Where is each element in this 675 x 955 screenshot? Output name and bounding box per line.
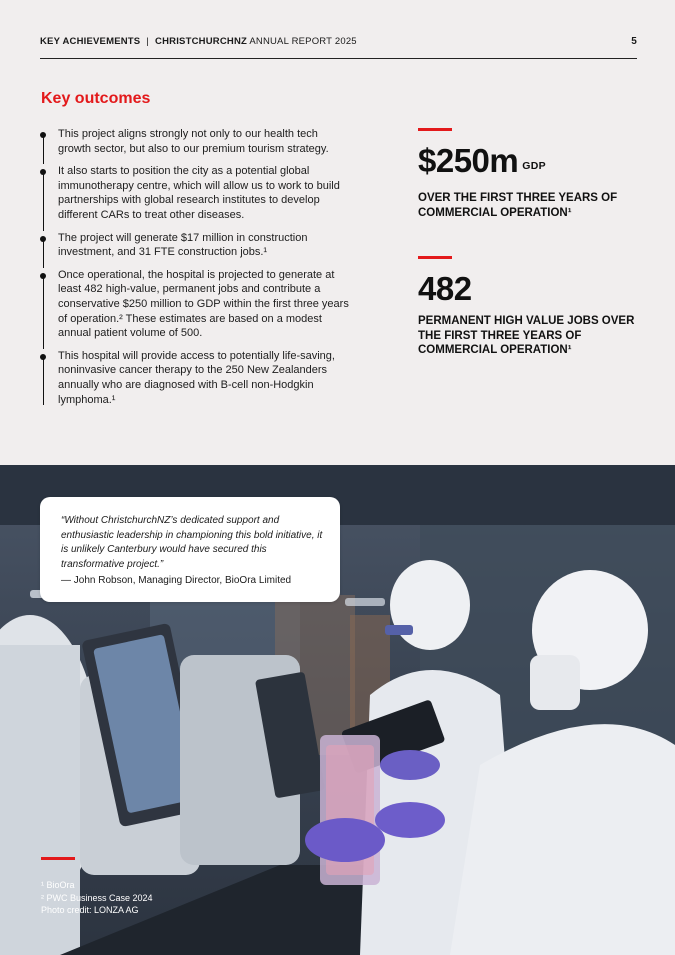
header-brand: CHRISTCHURCHNZ [155, 36, 248, 47]
outcomes-list [40, 127, 350, 415]
accent-bar [418, 256, 452, 259]
page-header [40, 36, 637, 47]
list-item [40, 164, 350, 222]
section-title: Key outcomes [41, 90, 151, 107]
list-item [40, 349, 350, 407]
bullet-line [43, 241, 44, 268]
quote-author: — John Robson, Managing Director, BioOra Limited [61, 575, 292, 586]
stat-value [418, 143, 638, 184]
accent-bar [418, 128, 452, 131]
photo-credit: Photo credit: LONZA AG [41, 905, 139, 915]
stat-number: $250m [418, 142, 519, 179]
stat-unit: GDP [522, 160, 546, 172]
bullet-text: The project will generate $17 million in construction investment, and 31 FTE construction jobs.¹ [58, 231, 308, 259]
stat-jobs [418, 256, 638, 358]
footnote-1: ¹ BioOra [41, 880, 75, 890]
stat-gdp [418, 128, 638, 220]
quote-text: “Without ChristchurchNZ’s dedicated support and enthusiastic leadership in championing this bold initiative, it is unlikely Canterbury would have secured this transformative project.” [61, 515, 323, 570]
footnote-accent-bar [41, 857, 75, 860]
stat-value [418, 271, 638, 307]
header-rule [40, 58, 637, 59]
bullet-text: Once operational, the hospital is projected to generate at least 482 high-value, permanent jobs and contribute a conservative $250 million to GDP within the first three years of operation.² These estimates are based on a modest annual patient volume of 500. [58, 268, 349, 340]
stat-description: PERMANENT HIGH VALUE JOBS OVER THE FIRST THREE YEARS OF COMMERCIAL OPERATION¹ [418, 315, 635, 356]
page-number: 5 [631, 36, 637, 47]
header-section: KEY ACHIEVEMENTS [40, 36, 141, 47]
header-separator: | [146, 36, 150, 47]
footnote-2: ² PWC Business Case 2024 [41, 892, 153, 903]
stat-description: OVER THE FIRST THREE YEARS OF COMMERCIAL OPERATION¹ [418, 192, 618, 219]
bullet-line [43, 137, 44, 164]
bullet-text: It also starts to position the city as a potential global immunotherapy centre, which will allow us to work to build partnerships with global research institutes to develop different CARs to treat other diseases. [58, 165, 340, 221]
quote-card [40, 497, 340, 602]
bullet-line [43, 278, 44, 349]
header-report: ANNUAL REPORT 2025 [249, 36, 357, 47]
bullet-line [43, 359, 44, 405]
list-item [40, 231, 350, 260]
list-item [40, 127, 350, 156]
bullet-text: This hospital will provide access to potentially life-saving, noninvasive cancer therapy to the 250 New Zealanders annually who are diagnosed with B-cell non-Hodgkin lymphoma.¹ [58, 349, 335, 406]
header-title [40, 36, 357, 47]
bullet-line [43, 174, 44, 230]
footnotes [41, 879, 153, 917]
list-item [40, 268, 350, 341]
bullet-text: This project aligns strongly not only to our health tech growth sector, but also to our premium tourism strategy. [58, 128, 329, 155]
stat-number: 482 [418, 270, 472, 307]
